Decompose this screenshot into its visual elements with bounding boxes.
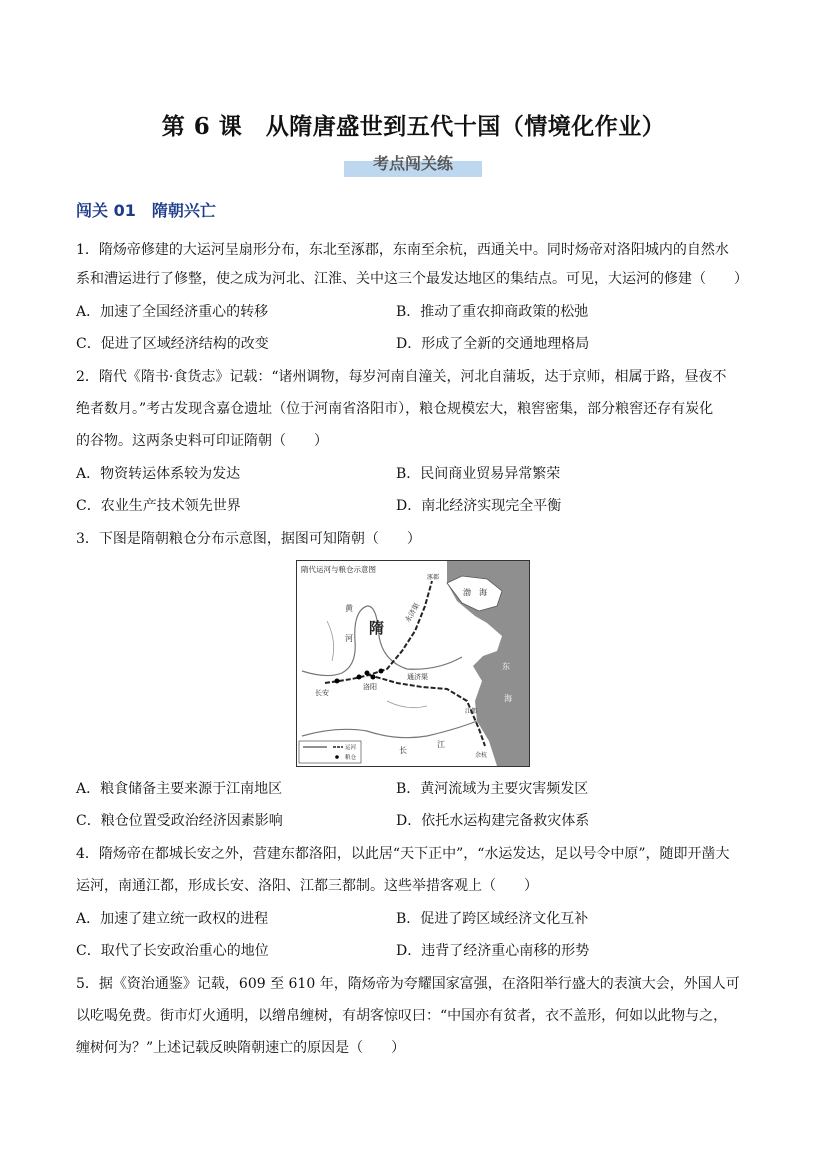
q1-option-c: C．促进了区域经济结构的改变 (76, 336, 269, 352)
section-badge (344, 149, 482, 179)
map-yangtze (302, 721, 477, 738)
map-granary (371, 675, 376, 680)
map-label-tongji: 通济渠 (407, 673, 428, 681)
q4-line: 运河，南通江都，形成长安、洛阳、江都三都制。这些举措客观上（ ） (76, 878, 538, 894)
q5-line: 缠树何为？”上述记载反映隋朝速亡的原因是（ ） (76, 1040, 406, 1056)
map-label-he: 河 (345, 634, 353, 643)
q2-line: 2．隋代《隋书·食货志》记载：“诸州调物，每岁河南自潼关，河北自蒲坂，达于京师，相属于路，昼夜不 (76, 369, 727, 385)
map-label-yongji: 永济渠 (403, 601, 422, 624)
q3-option-a: A．粮食储备主要来源于江南地区 (76, 781, 283, 797)
q1-option-d: D．形成了全新的交通地理格局 (396, 336, 590, 352)
map-label-changan: 长安 (315, 689, 329, 697)
map-yellow-river (302, 606, 462, 676)
q1-option-b: B．推动了重农抑商政策的松弛 (396, 304, 589, 320)
q4-option-d: D．违背了经济重心南移的形势 (396, 943, 590, 959)
map-label-donghai: 东 (502, 662, 510, 671)
sui-granary-map (296, 560, 530, 767)
map-legend-canal: 运河 (345, 745, 357, 751)
map-label-donghai-2: 海 (504, 694, 512, 703)
q2-option-c: C．农业生产技术领先世界 (76, 498, 241, 514)
q2-line: 的谷物。这两条史料可印证隋朝（ ） (76, 433, 328, 449)
q2-option-a: A．物资转运体系较为发达 (76, 466, 241, 482)
map-legend-granary: 粮仓 (345, 755, 357, 761)
page-title: 第 6 课 从隋唐盛世到五代十国（情境化作业） (161, 113, 666, 140)
q2-line: 绝者数月。”考古发现含嘉仓遗址（位于河南省洛阳市），粮仓规模宏大，粮窖密集，部分粮窖还存有炭化 (76, 401, 714, 417)
q2-option-d: D．南北经济实现完全平衡 (396, 498, 562, 514)
map-label-yuhang: 余杭 (475, 752, 488, 759)
q3-option-d: D．依托水运构建完备救灾体系 (396, 813, 590, 829)
map-label-bohai: 渤 海 (463, 588, 487, 597)
map-label-zhuojun: 涿郡 (427, 574, 440, 581)
badge-label: 考点闯关练 (372, 154, 453, 173)
map-label-jiang: 江 (437, 740, 445, 749)
q2-option-b: B．民间商业贸易异常繁荣 (396, 466, 561, 482)
q4-option-a: A．加速了建立统一政权的进程 (76, 911, 269, 927)
q1-line: 1．隋炀帝修建的大运河呈扇形分布，东北至涿郡，东南至余杭，西通关中。同时炀帝对洛阳城内的自然水 (76, 242, 729, 258)
map-label-chang: 长 (399, 746, 407, 755)
q4-line: 4．隋炀帝在都城长安之外，营建东都洛阳，以此居“天下正中”，“水运发达，足以号令中原”，随即开凿大 (76, 846, 730, 862)
map-label-jiangdu: 江都 (465, 708, 478, 715)
map-granary (357, 675, 362, 680)
q3-option-b: B．黄河流域为主要灾害频发区 (396, 781, 589, 797)
section-heading: 闯关 01 隋朝兴亡 (76, 201, 216, 220)
map-granary (335, 679, 340, 684)
map-label-sui: 隋 (369, 619, 385, 637)
map-label-luoyang: 洛阳 (363, 683, 377, 691)
q5-line: 5．据《资治通鉴》记载，609 至 610 年，隋炀帝为夸耀国家富强，在洛阳举行盛大的表演大会，外国人可 (76, 976, 740, 992)
map-label-huang: 黄 (345, 604, 353, 613)
q1-line: 系和漕运进行了修整，使之成为河北、江淮、关中这三个最发达地区的集结点。可见，大运河的修建（ ） (76, 271, 748, 287)
map-granary (379, 669, 384, 674)
map-title: 隋代运河与粮仓示意图 (301, 565, 376, 574)
q5-line: 以吃喝免费。街市灯火通明，以缯帛缠树，有胡客惊叹曰：“中国亦有贫者，衣不盖形，何如以此物与之， (76, 1008, 728, 1024)
q4-option-c: C．取代了长安政治重心的地位 (76, 943, 269, 959)
map-granary (365, 671, 370, 676)
q1-option-a: A．加速了全国经济重心的转移 (76, 304, 269, 320)
q3-line: 3．下图是隋朝粮仓分布示意图，据图可知隋朝（ ） (76, 531, 421, 547)
q4-option-b: B．促进了跨区域经济文化互补 (396, 911, 589, 927)
q3-option-c: C．粮仓位置受政治经济因素影响 (76, 813, 283, 829)
